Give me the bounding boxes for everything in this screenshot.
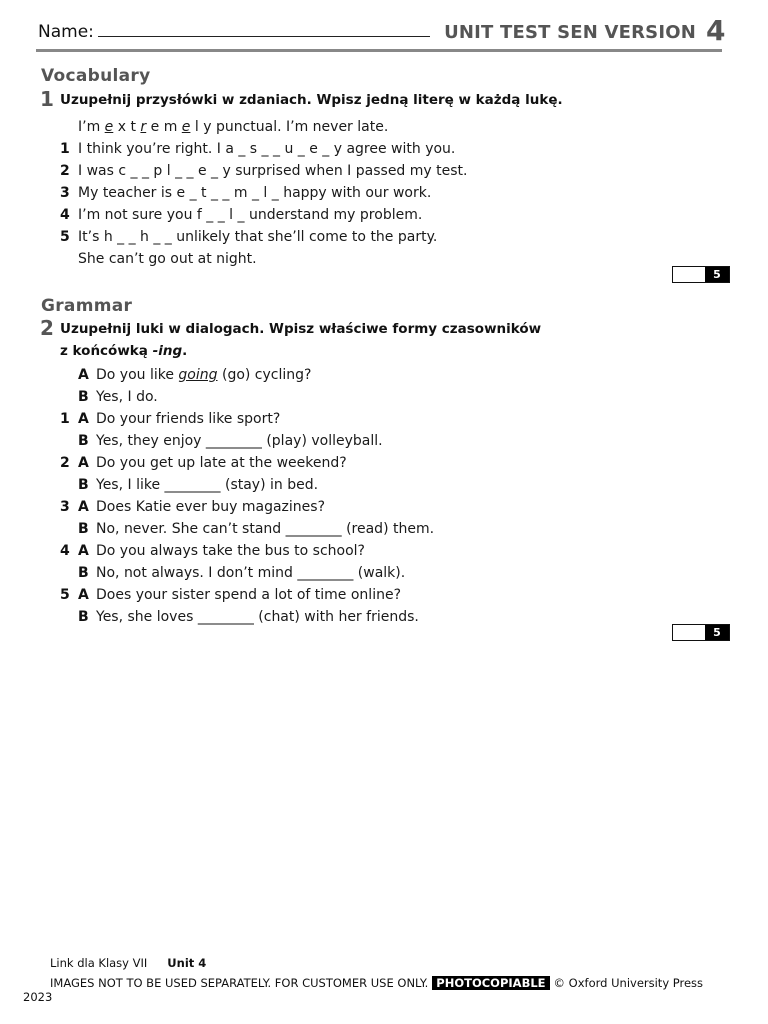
speaker-a: A [78, 587, 89, 603]
usage-notice: IMAGES NOT TO BE USED SEPARATELY. FOR CUSTOMER USE ONLY. [50, 976, 429, 990]
dialog-a-text: Do your friends like sport? [96, 411, 281, 427]
dialog-b-text: No, never. She can’t stand ________ (read) them. [96, 521, 435, 537]
speaker-b: B [78, 609, 89, 625]
speaker-b: B [78, 389, 89, 405]
vocab-item-number: 5 [60, 229, 70, 245]
dialog-b-text: No, not always. I don’t mind ________ (walk). [96, 565, 406, 581]
speaker-b: B [78, 521, 89, 537]
example-b-text: Yes, I do. [96, 389, 158, 405]
vocabulary-title: Vocabulary [41, 66, 151, 86]
dialog-b-text: Yes, she loves ________ (chat) with her friends. [96, 609, 419, 625]
vocab-item-number: 1 [60, 141, 70, 157]
exercise-1-instruction: Uzupełnij przysłówki w zdaniach. Wpisz jedną literę w każdą lukę. [60, 92, 563, 108]
vocabulary-score-box [672, 266, 730, 283]
dialog-b-text: Yes, they enjoy ________ (play) volleyball. [96, 433, 383, 449]
speaker-a: A [78, 411, 89, 427]
vocab-item-number: 2 [60, 163, 70, 179]
instruction-line-1: Uzupełnij luki w dialogach. Wpisz właściwe formy czasowników [60, 321, 542, 337]
grammar-item-number: 4 [60, 543, 70, 559]
vocab-item-text: It’s h _ _ h _ _ unlikely that she’ll come to the party. [78, 229, 438, 245]
grammar-item-number: 3 [60, 499, 70, 515]
footer-unit: Unit 4 [167, 956, 207, 970]
dialog-a-text: Does your sister spend a lot of time online? [96, 587, 402, 603]
photocopiable-badge: PHOTOCOPIABLE [432, 976, 549, 990]
test-title: UNIT TEST SEN VERSION [444, 22, 696, 43]
speaker-a: A [78, 367, 89, 383]
example-a-text: Do you like going (go) cycling? [96, 367, 312, 383]
speaker-a: A [78, 455, 89, 471]
score-entry[interactable] [673, 625, 706, 640]
grammar-item-number: 5 [60, 587, 70, 603]
grammar-title: Grammar [41, 296, 133, 316]
score-max: 5 [705, 267, 729, 282]
grammar-score-box [672, 624, 730, 641]
dialog-a-text: Do you get up late at the weekend? [96, 455, 347, 471]
exercise-2-instruction [60, 318, 541, 362]
name-line[interactable] [98, 22, 430, 37]
vocab-item-text: I was c _ _ p l _ _ e _ y surprised when I passed my test. [78, 163, 468, 179]
copyright: © Oxford University Press [553, 976, 704, 990]
vocab-item-continuation: She can’t go out at night. [78, 251, 257, 267]
vocab-item-number: 4 [60, 207, 70, 223]
speaker-a: A [78, 543, 89, 559]
vocab-item-number: 3 [60, 185, 70, 201]
vocab-item-text: I’m not sure you f _ _ l _ understand my problem. [78, 207, 423, 223]
header-divider [36, 49, 722, 52]
speaker-a: A [78, 499, 89, 515]
exercise-1-number: 1 [40, 87, 54, 111]
book-title: Link dla Klasy VII [50, 956, 148, 970]
footer-year: 2023 [23, 990, 53, 1004]
dialog-a-text: Do you always take the bus to school? [96, 543, 365, 559]
exercise-2-number: 2 [40, 316, 54, 340]
footer-book-info [50, 956, 206, 970]
footer-notice-line [50, 976, 703, 990]
dialog-b-text: Yes, I like ________ (stay) in bed. [96, 477, 319, 493]
example-answer: going [178, 367, 218, 383]
score-max: 5 [705, 625, 729, 640]
instruction-line-2: z końcówką -ing. [60, 343, 188, 359]
grammar-item-number: 1 [60, 411, 70, 427]
vocab-item-text: I think you’re right. I a _ s _ _ u _ e _ y agree with you. [78, 141, 456, 157]
dialog-a-text: Does Katie ever buy magazines? [96, 499, 326, 515]
speaker-b: B [78, 477, 89, 493]
speaker-b: B [78, 565, 89, 581]
name-field [38, 22, 430, 42]
unit-number: 4 [706, 14, 726, 47]
name-label: Name: [38, 22, 94, 42]
exercise-1-example: I’m e x t r e m e l y punctual. I’m never late. [78, 119, 389, 135]
vocab-item-text: My teacher is e _ t _ _ m _ l _ happy with our work. [78, 185, 432, 201]
grammar-item-number: 2 [60, 455, 70, 471]
score-entry[interactable] [673, 267, 706, 282]
speaker-b: B [78, 433, 89, 449]
